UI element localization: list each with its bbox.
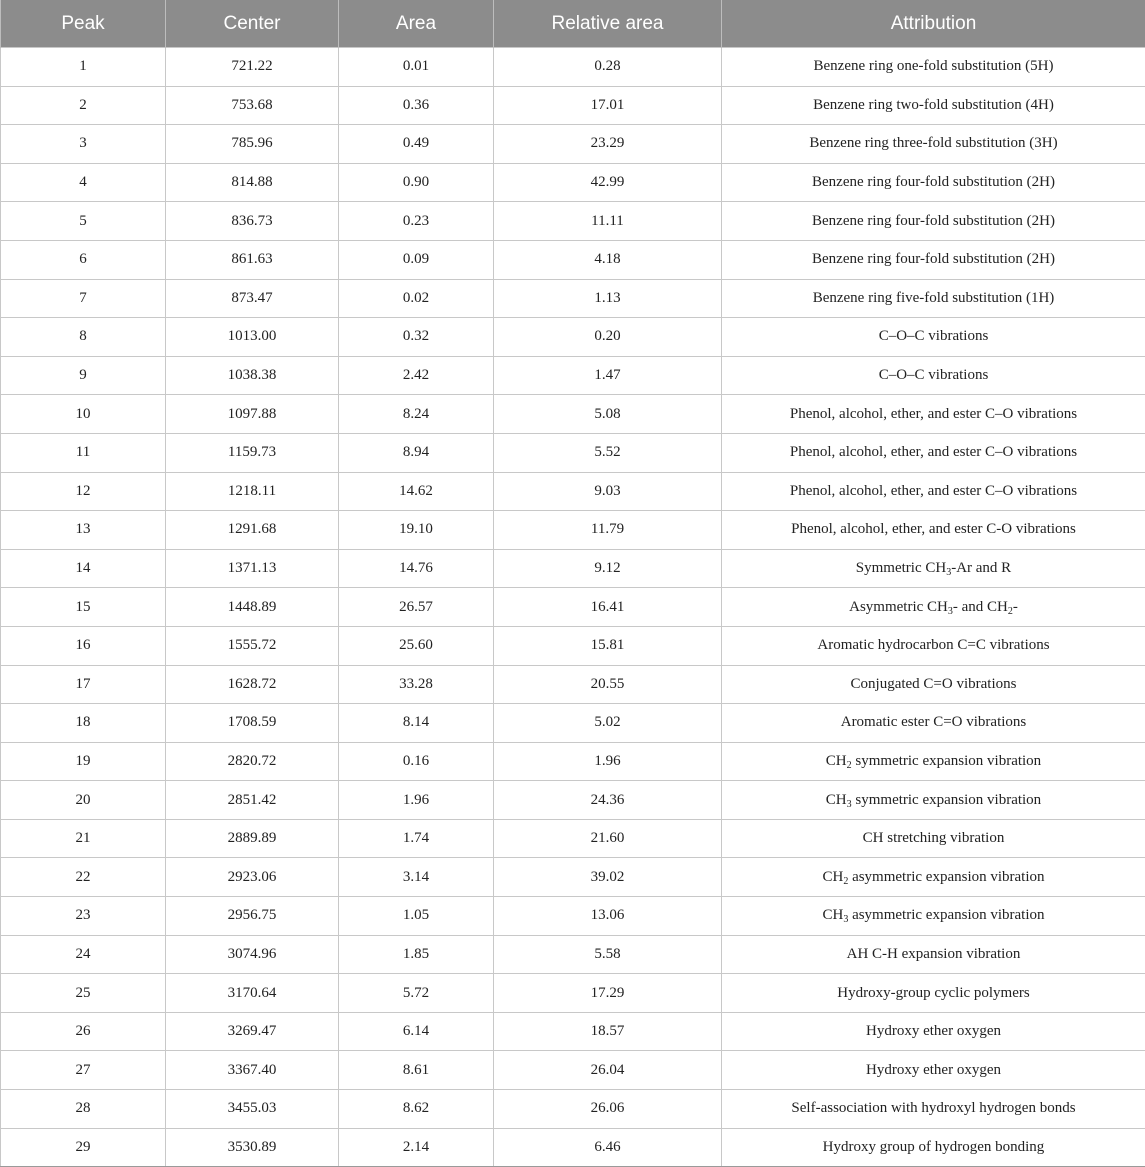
cell-peak: 21 [1, 819, 166, 858]
attribution-text: - [1013, 599, 1018, 615]
attribution-text: - and CH [953, 599, 1008, 615]
cell-center: 1218.11 [166, 472, 339, 511]
cell-relative-area: 9.03 [494, 472, 722, 511]
cell-center: 1038.38 [166, 356, 339, 395]
cell-attribution [722, 472, 1145, 511]
cell-area: 8.61 [339, 1051, 494, 1090]
cell-attribution [722, 1051, 1145, 1090]
cell-area: 14.62 [339, 472, 494, 511]
cell-peak: 27 [1, 1051, 166, 1090]
attribution-text: CH stretching vibration [863, 830, 1005, 846]
table-row [1, 511, 1145, 550]
cell-center: 1555.72 [166, 626, 339, 665]
cell-center: 1371.13 [166, 549, 339, 588]
cell-area: 3.14 [339, 858, 494, 897]
attribution-text: -Ar and R [951, 560, 1011, 576]
attribution-text: CH [822, 907, 843, 923]
cell-area: 0.02 [339, 279, 494, 318]
header-relative-area: Relative area [494, 0, 722, 48]
attribution-text: symmetric expansion vibration [852, 792, 1042, 808]
cell-area: 2.14 [339, 1128, 494, 1167]
cell-attribution [722, 742, 1145, 781]
table-row [1, 318, 1145, 357]
cell-peak: 5 [1, 202, 166, 241]
cell-relative-area: 5.02 [494, 704, 722, 743]
cell-relative-area: 0.28 [494, 48, 722, 87]
table-row [1, 742, 1145, 781]
cell-attribution [722, 395, 1145, 434]
cell-center: 1708.59 [166, 704, 339, 743]
cell-relative-area: 20.55 [494, 665, 722, 704]
cell-center: 1159.73 [166, 433, 339, 472]
cell-area: 8.24 [339, 395, 494, 434]
cell-area: 6.14 [339, 1012, 494, 1051]
attribution-text: Benzene ring five-fold substitution (1H) [813, 290, 1055, 306]
cell-center: 2851.42 [166, 781, 339, 820]
cell-attribution [722, 202, 1145, 241]
cell-attribution [722, 1012, 1145, 1051]
cell-relative-area: 16.41 [494, 588, 722, 627]
cell-center: 2820.72 [166, 742, 339, 781]
cell-center: 1291.68 [166, 511, 339, 550]
cell-attribution [722, 1090, 1145, 1129]
cell-attribution [722, 1128, 1145, 1167]
attribution-text: Phenol, alcohol, ether, and ester C–O vibrations [790, 444, 1077, 460]
cell-center: 836.73 [166, 202, 339, 241]
cell-area: 0.36 [339, 86, 494, 125]
cell-area: 25.60 [339, 626, 494, 665]
table-row [1, 202, 1145, 241]
cell-attribution [722, 974, 1145, 1013]
table-row [1, 395, 1145, 434]
header-peak: Peak [1, 0, 166, 48]
cell-attribution [722, 356, 1145, 395]
attribution-text: Asymmetric CH [849, 599, 948, 615]
cell-relative-area: 23.29 [494, 125, 722, 164]
cell-peak: 2 [1, 86, 166, 125]
table-row [1, 1012, 1145, 1051]
cell-relative-area: 26.06 [494, 1090, 722, 1129]
cell-relative-area: 24.36 [494, 781, 722, 820]
cell-relative-area: 11.79 [494, 511, 722, 550]
cell-center: 1448.89 [166, 588, 339, 627]
table-row [1, 665, 1145, 704]
cell-relative-area: 21.60 [494, 819, 722, 858]
cell-area: 26.57 [339, 588, 494, 627]
header-area: Area [339, 0, 494, 48]
table-row [1, 163, 1145, 202]
cell-attribution [722, 858, 1145, 897]
attribution-text: C–O–C vibrations [879, 328, 989, 344]
cell-relative-area: 13.06 [494, 897, 722, 936]
cell-peak: 16 [1, 626, 166, 665]
cell-center: 1097.88 [166, 395, 339, 434]
table-row [1, 704, 1145, 743]
table-row [1, 626, 1145, 665]
cell-relative-area: 1.13 [494, 279, 722, 318]
cell-attribution [722, 318, 1145, 357]
cell-peak: 25 [1, 974, 166, 1013]
cell-center: 721.22 [166, 48, 339, 87]
cell-peak: 6 [1, 240, 166, 279]
cell-center: 3170.64 [166, 974, 339, 1013]
attribution-text: CH [822, 869, 843, 885]
cell-attribution [722, 433, 1145, 472]
cell-relative-area: 26.04 [494, 1051, 722, 1090]
cell-center: 2923.06 [166, 858, 339, 897]
subscript: 3 [843, 914, 848, 925]
table-row [1, 279, 1145, 318]
cell-attribution [722, 48, 1145, 87]
cell-area: 14.76 [339, 549, 494, 588]
cell-area: 2.42 [339, 356, 494, 395]
cell-area: 5.72 [339, 974, 494, 1013]
cell-attribution [722, 704, 1145, 743]
cell-relative-area: 17.29 [494, 974, 722, 1013]
cell-area: 8.14 [339, 704, 494, 743]
cell-relative-area: 5.52 [494, 433, 722, 472]
cell-peak: 26 [1, 1012, 166, 1051]
cell-center: 1628.72 [166, 665, 339, 704]
cell-relative-area: 1.96 [494, 742, 722, 781]
cell-area: 33.28 [339, 665, 494, 704]
cell-relative-area: 18.57 [494, 1012, 722, 1051]
cell-area: 8.62 [339, 1090, 494, 1129]
cell-peak: 19 [1, 742, 166, 781]
attribution-text: AH C-H expansion vibration [847, 946, 1021, 962]
attribution-text: Benzene ring four-fold substitution (2H) [812, 251, 1055, 267]
attribution-text: symmetric expansion vibration [852, 753, 1042, 769]
cell-area: 1.05 [339, 897, 494, 936]
cell-area: 8.94 [339, 433, 494, 472]
attribution-text: Benzene ring four-fold substitution (2H) [812, 213, 1055, 229]
cell-area: 1.74 [339, 819, 494, 858]
cell-area: 0.90 [339, 163, 494, 202]
cell-area: 19.10 [339, 511, 494, 550]
table-row [1, 549, 1145, 588]
cell-relative-area: 11.11 [494, 202, 722, 241]
cell-center: 2889.89 [166, 819, 339, 858]
table-row [1, 356, 1145, 395]
cell-center: 3074.96 [166, 935, 339, 974]
cell-attribution [722, 781, 1145, 820]
attribution-text: asymmetric expansion vibration [848, 869, 1044, 885]
cell-area: 0.32 [339, 318, 494, 357]
cell-peak: 13 [1, 511, 166, 550]
attribution-text: CH [826, 792, 847, 808]
attribution-text: Self-association with hydroxyl hydrogen bonds [791, 1100, 1075, 1116]
cell-relative-area: 9.12 [494, 549, 722, 588]
cell-center: 2956.75 [166, 897, 339, 936]
table-row [1, 781, 1145, 820]
cell-center: 1013.00 [166, 318, 339, 357]
attribution-text: asymmetric expansion vibration [848, 907, 1044, 923]
cell-relative-area: 39.02 [494, 858, 722, 897]
cell-peak: 17 [1, 665, 166, 704]
header-center: Center [166, 0, 339, 48]
cell-peak: 20 [1, 781, 166, 820]
subscript: 3 [847, 799, 852, 810]
cell-center: 3530.89 [166, 1128, 339, 1167]
cell-relative-area: 42.99 [494, 163, 722, 202]
cell-attribution [722, 665, 1145, 704]
cell-area: 1.85 [339, 935, 494, 974]
cell-attribution [722, 626, 1145, 665]
cell-relative-area: 15.81 [494, 626, 722, 665]
cell-relative-area: 1.47 [494, 356, 722, 395]
attribution-text: Symmetric CH [856, 560, 946, 576]
attribution-text: Benzene ring three-fold substitution (3H) [809, 135, 1057, 151]
subscript: 3 [946, 567, 951, 578]
cell-attribution [722, 897, 1145, 936]
attribution-text: Benzene ring two-fold substitution (4H) [813, 97, 1054, 113]
table-row [1, 1051, 1145, 1090]
table-row [1, 897, 1145, 936]
cell-peak: 9 [1, 356, 166, 395]
cell-peak: 24 [1, 935, 166, 974]
cell-peak: 15 [1, 588, 166, 627]
cell-peak: 14 [1, 549, 166, 588]
cell-area: 0.23 [339, 202, 494, 241]
attribution-text: Aromatic ester C=O vibrations [841, 714, 1027, 730]
attribution-text: Hydroxy-group cyclic polymers [837, 985, 1029, 1001]
cell-attribution [722, 935, 1145, 974]
cell-peak: 29 [1, 1128, 166, 1167]
table-row [1, 433, 1145, 472]
attribution-text: Conjugated C=O vibrations [851, 676, 1017, 692]
cell-relative-area: 0.20 [494, 318, 722, 357]
cell-relative-area: 4.18 [494, 240, 722, 279]
subscript: 2 [1008, 606, 1013, 617]
attribution-text: Phenol, alcohol, ether, and ester C-O vibrations [791, 521, 1076, 537]
cell-center: 861.63 [166, 240, 339, 279]
cell-peak: 23 [1, 897, 166, 936]
subscript: 2 [843, 876, 848, 887]
cell-relative-area: 6.46 [494, 1128, 722, 1167]
cell-attribution [722, 588, 1145, 627]
cell-attribution [722, 511, 1145, 550]
cell-peak: 12 [1, 472, 166, 511]
table-row [1, 125, 1145, 164]
table-row [1, 1090, 1145, 1129]
cell-center: 3367.40 [166, 1051, 339, 1090]
table-row [1, 1128, 1145, 1167]
attribution-text: Hydroxy ether oxygen [866, 1023, 1001, 1039]
table-header-row [1, 0, 1145, 48]
table-row [1, 48, 1145, 87]
cell-peak: 3 [1, 125, 166, 164]
cell-relative-area: 17.01 [494, 86, 722, 125]
cell-attribution [722, 163, 1145, 202]
cell-area: 0.49 [339, 125, 494, 164]
subscript: 2 [847, 760, 852, 771]
cell-attribution [722, 240, 1145, 279]
table-row [1, 819, 1145, 858]
cell-area: 1.96 [339, 781, 494, 820]
cell-peak: 11 [1, 433, 166, 472]
cell-relative-area: 5.08 [494, 395, 722, 434]
table-row [1, 974, 1145, 1013]
attribution-text: Aromatic hydrocarbon C=C vibrations [817, 637, 1049, 653]
cell-center: 873.47 [166, 279, 339, 318]
table-row [1, 858, 1145, 897]
cell-area: 0.09 [339, 240, 494, 279]
cell-peak: 1 [1, 48, 166, 87]
table-body [1, 48, 1145, 1167]
table-row [1, 86, 1145, 125]
attribution-text: Benzene ring four-fold substitution (2H) [812, 174, 1055, 190]
cell-relative-area: 5.58 [494, 935, 722, 974]
table-row [1, 588, 1145, 627]
cell-attribution [722, 125, 1145, 164]
cell-peak: 18 [1, 704, 166, 743]
subscript: 3 [948, 606, 953, 617]
table-row [1, 935, 1145, 974]
cell-center: 785.96 [166, 125, 339, 164]
table-row [1, 240, 1145, 279]
attribution-text: Phenol, alcohol, ether, and ester C–O vibrations [790, 483, 1077, 499]
table-row [1, 472, 1145, 511]
attribution-text: Phenol, alcohol, ether, and ester C–O vibrations [790, 406, 1077, 422]
attribution-text: Hydroxy group of hydrogen bonding [823, 1139, 1045, 1155]
attribution-text: Benzene ring one-fold substitution (5H) [814, 58, 1054, 74]
cell-area: 0.01 [339, 48, 494, 87]
attribution-text: CH [826, 753, 847, 769]
cell-center: 3455.03 [166, 1090, 339, 1129]
cell-peak: 7 [1, 279, 166, 318]
attribution-text: C–O–C vibrations [879, 367, 989, 383]
cell-peak: 4 [1, 163, 166, 202]
cell-peak: 8 [1, 318, 166, 357]
cell-attribution [722, 819, 1145, 858]
cell-attribution [722, 279, 1145, 318]
cell-attribution [722, 86, 1145, 125]
cell-center: 3269.47 [166, 1012, 339, 1051]
cell-peak: 28 [1, 1090, 166, 1129]
cell-area: 0.16 [339, 742, 494, 781]
cell-peak: 10 [1, 395, 166, 434]
cell-center: 814.88 [166, 163, 339, 202]
attribution-text: Hydroxy ether oxygen [866, 1062, 1001, 1078]
cell-center: 753.68 [166, 86, 339, 125]
cell-peak: 22 [1, 858, 166, 897]
header-attribution: Attribution [722, 0, 1145, 48]
cell-attribution [722, 549, 1145, 588]
